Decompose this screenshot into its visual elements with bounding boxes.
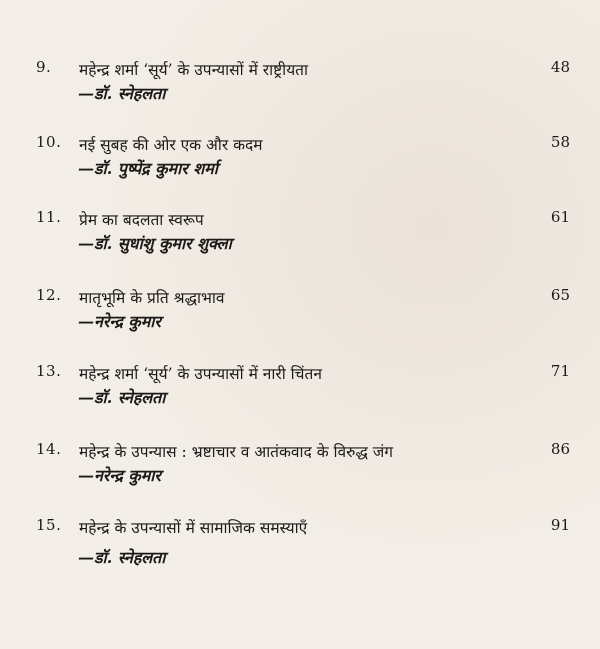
- entry-page-number: 58: [550, 133, 570, 151]
- entry-title: नई सुबह की ओर एक और कदम: [79, 136, 263, 154]
- entry-title: महेन्द्र के उपन्यासों में सामाजिक समस्याएँ: [79, 519, 308, 537]
- entry-page-number: 48: [550, 58, 570, 76]
- entry-number: 13.: [36, 362, 62, 380]
- entry-page-number: 71: [550, 362, 570, 380]
- toc-entry-11: [0, 208, 600, 268]
- toc-entry-10: [0, 133, 600, 193]
- entry-author: —नरेन्द्र कुमार: [78, 312, 161, 331]
- entry-number: 14.: [36, 440, 62, 458]
- entry-number: 15.: [36, 516, 62, 534]
- entry-title: महेन्द्र शर्मा ‘सूर्य’ के उपन्यासों में नारी चिंतन: [79, 365, 322, 383]
- entry-page-number: 86: [550, 440, 570, 458]
- entry-author: —डॉ. स्नेहलता: [78, 84, 166, 103]
- entry-number: 11.: [36, 208, 62, 226]
- entry-page-number: 65: [550, 286, 570, 304]
- toc-entry-9: [0, 58, 600, 118]
- entry-author: —डॉ. स्नेहलता: [78, 388, 166, 407]
- entry-title: महेन्द्र के उपन्यास : भ्रष्टाचार व आतंकवाद के विरुद्ध जंग: [79, 443, 393, 461]
- entry-number: 9.: [36, 58, 52, 76]
- toc-entry-12: [0, 286, 600, 346]
- entry-number: 12.: [36, 286, 62, 304]
- entry-author: —डॉ. पुष्पेंद्र कुमार शर्मा: [78, 159, 218, 178]
- toc-entry-13: [0, 362, 600, 422]
- toc-entry-14: [0, 440, 600, 500]
- entry-title: मातृभूमि के प्रति श्रद्धाभाव: [79, 289, 225, 307]
- entry-author: —डॉ. स्नेहलता: [78, 548, 166, 567]
- entry-author: —नरेन्द्र कुमार: [78, 466, 161, 485]
- entry-number: 10.: [36, 133, 62, 151]
- entry-author: —डॉ. सुधांशु कुमार शुक्ला: [78, 234, 232, 253]
- entry-page-number: 61: [550, 208, 570, 226]
- entry-page-number: 91: [550, 516, 570, 534]
- entry-title: महेन्द्र शर्मा ‘सूर्य’ के उपन्यासों में राष्ट्रीयता: [79, 61, 309, 79]
- entry-title: प्रेम का बदलता स्वरूप: [79, 211, 204, 229]
- toc-entry-15: [0, 516, 600, 576]
